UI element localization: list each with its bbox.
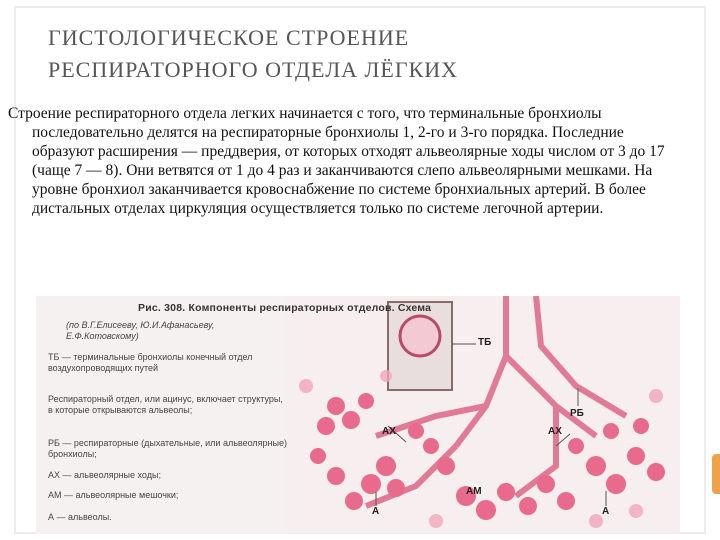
- label-a-right: А: [602, 506, 610, 517]
- legend-item: ТБ — терминальные бронхиолы конечный отдел воздухопроводящих путей: [48, 352, 253, 373]
- legend-item: АХ — альвеолярные ходы;: [48, 470, 161, 480]
- body-paragraph: [8, 104, 688, 218]
- title-line-1: ГИСТОЛОГИЧЕСКОЕ СТРОЕНИЕ: [48, 25, 410, 50]
- title-line-2: РЕСПИРАТОРНОГО ОТДЕЛА ЛЁГКИХ: [48, 57, 459, 82]
- slide-title: [48, 22, 608, 86]
- figure-authors: (по В.Г.Елисееву, Ю.И.Афанасьеву, Е.Ф.Котовскому): [66, 320, 215, 341]
- legend-item: А — альвеолы.: [48, 512, 112, 522]
- legend-item: РБ — респираторные (дыхательные, или альвеолярные) бронхиолы;: [48, 438, 287, 459]
- label-am: АМ: [466, 486, 482, 497]
- slide-side-tab: [712, 454, 720, 494]
- label-ax-left: АХ: [382, 426, 396, 437]
- body-text: Строение респираторного отдела легких начинается с того, что терминальные бронхиолы последовательно делятся на респираторные бронхиолы 1, 2-го и 3-го порядка. Последние образуют расширения — преддверия, от которых отходят альвеолярные ходы числом от 3 до 17 (чаще 7 — 8). Они ветвятся от 1 до 4 раз и заканчиваются слепо альвеолярными мешками. На уровне бронхиол заканчивается кровоснабжение по системе бронхиальных артерий. В более дистальных отделах циркуляция осуществляется только по системе легочной артерии.: [8, 105, 665, 217]
- figure-caption: Рис. 308. Компоненты респираторных отделов. Схема: [138, 302, 432, 314]
- label-tb: ТБ: [478, 337, 492, 348]
- label-a-left: А: [372, 506, 380, 517]
- bronchiole-lumen: [400, 316, 440, 356]
- label-rb: РБ: [570, 408, 584, 419]
- label-ax-right: АХ: [548, 426, 562, 437]
- legend-item: АМ — альвеолярные мешочки;: [48, 490, 179, 500]
- legend-item: Респираторный отдел, или ацинус, включает структуры, в которые открываются альвеолы;: [48, 394, 283, 415]
